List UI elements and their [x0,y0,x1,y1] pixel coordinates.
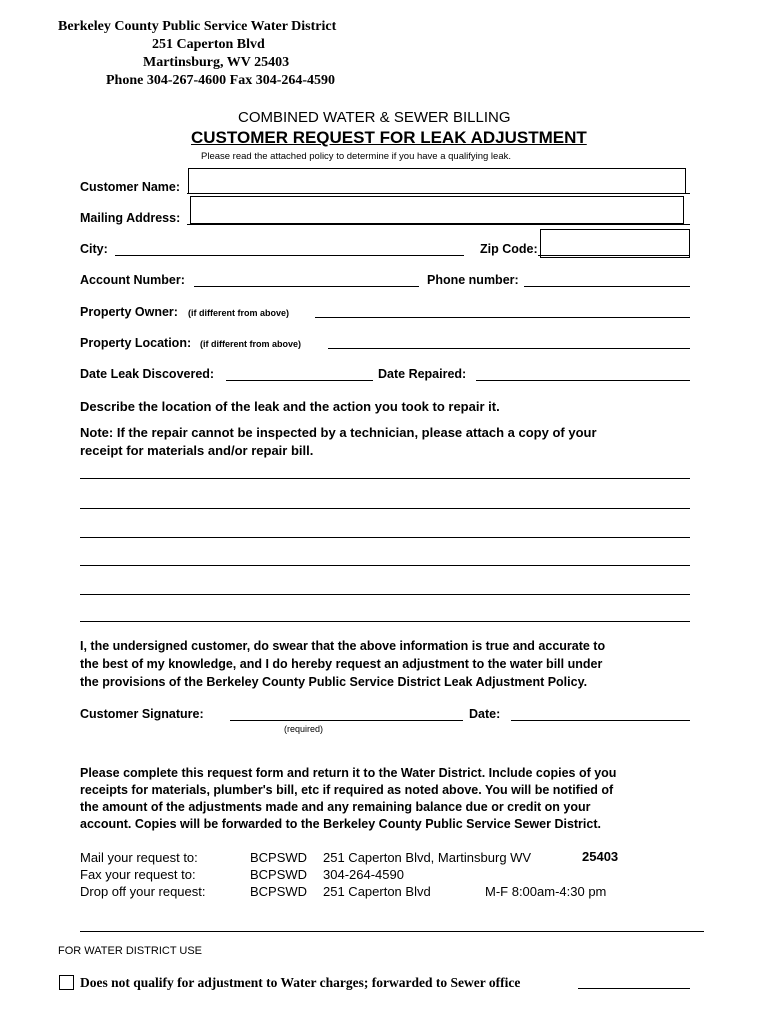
affirmation-line1: I, the undersigned customer, do swear that the above information is true and accurate to [80,639,606,653]
drop-off-org: BCPSWD [250,884,308,899]
account-number-label: Account Number: [80,273,185,287]
section-divider [80,931,704,932]
description-line-5[interactable] [80,594,690,595]
date-leak-discovered-field[interactable] [226,380,373,381]
mailing-address-label: Mailing Address: [80,211,181,225]
customer-signature-field[interactable] [230,720,463,721]
office-hours: M-F 8:00am-4:30 pm [485,884,607,899]
instructions-line4: account. Copies will be forwarded to the Berkeley County Public Service Sewer District. [80,817,601,831]
office-use-label: FOR WATER DISTRICT USE [58,945,203,957]
signature-date-label: Date: [469,707,501,721]
phone-number-field[interactable] [524,286,690,287]
affirmation-line2: the best of my knowledge, and I do hereby request an adjustment to the water bill under [80,657,603,671]
phone-number-label: Phone number: [427,273,519,287]
mailing-address-field[interactable] [190,196,684,224]
description-line-4[interactable] [80,565,690,566]
form-title-line2: CUSTOMER REQUEST FOR LEAK ADJUSTMENT [191,128,587,147]
customer-name-label: Customer Name: [80,180,181,194]
org-phone-fax: Phone 304-267-4600 Fax 304-264-4590 [106,73,336,88]
property-location-label: Property Location: [80,336,192,350]
form-title-line1: COMBINED WATER & SEWER BILLING [238,109,511,126]
mail-label: Mail your request to: [80,850,198,865]
drop-off-address: 251 Caperton Blvd [323,884,431,899]
city-field[interactable] [115,255,464,256]
fax-org: BCPSWD [250,867,308,882]
instructions-line2: receipts for materials, plumber's bill, etc if required as noted above. You will be notified of [80,783,614,797]
property-location-note: (if different from above) [200,339,302,349]
instructions-line1: Please complete this request form and return it to the Water District. Include copies of you [80,766,617,780]
org-address-line1: 251 Caperton Blvd [152,37,265,52]
description-line-6[interactable] [80,621,690,622]
date-repaired-field[interactable] [476,380,690,381]
does-not-qualify-label: Does not qualify for adjustment to Water charges; forwarded to Sewer office [80,975,521,990]
sewer-office-field[interactable] [578,988,690,989]
drop-off-label: Drop off your request: [80,884,206,899]
property-owner-field[interactable] [315,317,690,318]
org-address-line2: Martinsburg, WV 25403 [143,55,290,70]
property-owner-label: Property Owner: [80,305,178,319]
instructions-line3: the amount of the adjustments made and any remaining balance due or credit on your [80,800,591,814]
inspection-note-line1: Note: If the repair cannot be inspected by a technician, please attach a copy of your [80,425,597,440]
fax-number: 304-264-4590 [323,867,404,882]
mailing-address-underline [187,224,690,225]
mail-org: BCPSWD [250,850,308,865]
customer-signature-label: Customer Signature: [80,707,204,721]
description-line-2[interactable] [80,508,690,509]
mail-address: 251 Caperton Blvd, Martinsburg WV [323,850,532,865]
org-name: Berkeley County Public Service Water District [58,19,337,34]
describe-prompt: Describe the location of the leak and the action you took to repair it. [80,399,500,414]
account-number-field[interactable] [194,286,419,287]
property-owner-note: (if different from above) [188,308,290,318]
does-not-qualify-checkbox[interactable] [59,975,74,990]
description-line-3[interactable] [80,537,690,538]
date-leak-discovered-label: Date Leak Discovered: [80,367,215,381]
policy-note: Please read the attached policy to determine if you have a qualifying leak. [201,151,511,162]
signature-required-note: (required) [284,724,324,734]
property-location-field[interactable] [328,348,690,349]
description-line-1[interactable] [80,478,690,479]
affirmation-line3: the provisions of the Berkeley County Public Service District Leak Adjustment Policy. [80,675,588,689]
signature-date-field[interactable] [511,720,690,721]
inspection-note-line2: receipt for materials and/or repair bill. [80,443,314,458]
date-repaired-label: Date Repaired: [378,367,467,381]
city-label: City: [80,242,108,256]
mail-zip: 25403 [582,849,619,864]
zip-code-label: Zip Code: [480,242,538,256]
fax-label: Fax your request to: [80,867,196,882]
zip-code-field[interactable] [540,229,690,258]
customer-name-field[interactable] [188,168,686,194]
